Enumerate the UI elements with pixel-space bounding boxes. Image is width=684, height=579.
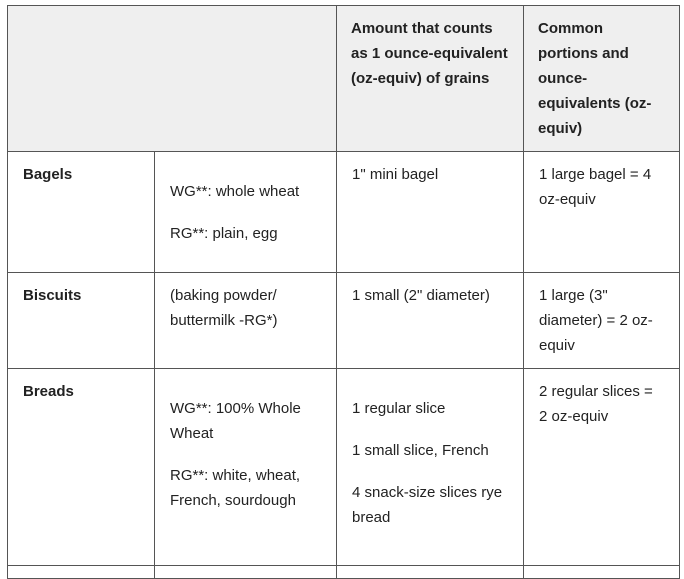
header-portions: Common portions and ounce-equivalents (oz-equiv) (524, 6, 680, 152)
food-name-cell: Bagels (8, 152, 155, 273)
desc-line: (baking powder/ buttermilk -RG*) (170, 287, 278, 329)
table-row (8, 369, 680, 566)
header-empty-cell (8, 6, 337, 152)
table-row-partial (8, 566, 680, 579)
header-row (8, 6, 680, 152)
desc-line: WG**: whole wheat (170, 183, 300, 200)
amount-cell (337, 369, 524, 566)
food-name-cell: Breads (8, 369, 155, 566)
grains-table (7, 5, 680, 579)
food-desc-cell (155, 273, 337, 369)
food-name-cell: Biscuits (8, 273, 155, 369)
desc-line: WG**: 100% Whole Wheat (170, 400, 301, 442)
amount-line: 4 snack-size slices rye bread (352, 484, 503, 526)
amount-line: 1 regular slice (352, 400, 446, 417)
amount-cell (337, 273, 524, 369)
table-row (8, 273, 680, 369)
table-row (8, 152, 680, 273)
portion-cell: 2 regular slices = 2 oz-equiv (524, 369, 680, 566)
amount-line: 1 small slice, French (352, 442, 489, 459)
header-amount: Amount that counts as 1 ounce-equivalent (oz-equiv) of grains (337, 6, 524, 152)
amount-line: 1" mini bagel (352, 166, 439, 183)
portion-cell: 1 large bagel = 4 oz-equiv (524, 152, 680, 273)
amount-cell (337, 152, 524, 273)
amount-line: 1 small (2" diameter) (352, 287, 490, 304)
portion-cell: 1 large (3" diameter) = 2 oz-equiv (524, 273, 680, 369)
desc-line: RG**: plain, egg (170, 225, 278, 242)
desc-line: RG**: white, wheat, French, sourdough (170, 467, 301, 509)
food-desc-cell (155, 369, 337, 566)
food-desc-cell (155, 152, 337, 273)
